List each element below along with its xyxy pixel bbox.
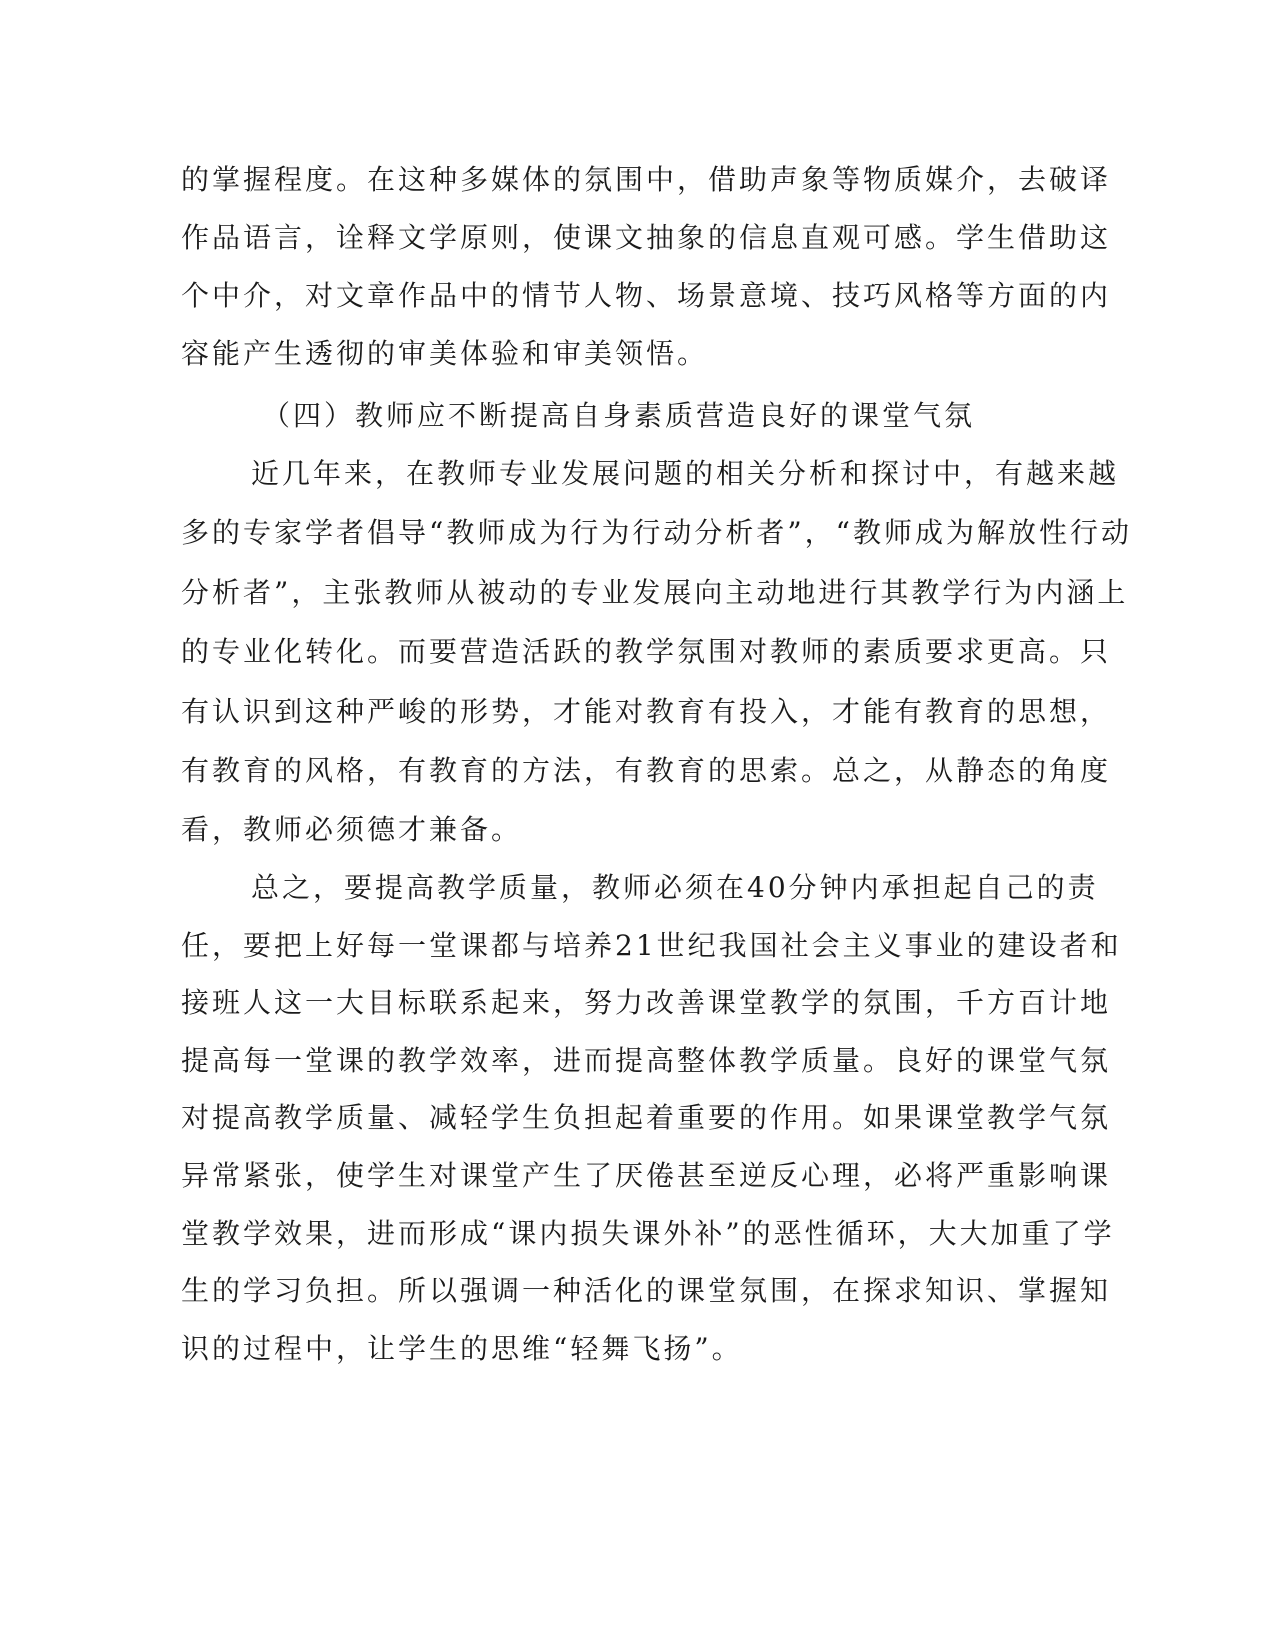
paragraph-2-line-6: 有教育的风格，有教育的方法，有教育的思索。总之，从静态的角度 (181, 754, 1112, 787)
paragraph-1-line-4: 容能产生透彻的审美体验和审美领悟。 (181, 337, 709, 370)
paragraph-1-line-3: 个中介，对文章作品中的情节人物、场景意境、技巧风格等方面的内 (181, 279, 1112, 312)
paragraph-3-line-4: 提高每一堂课的教学效率，进而提高整体教学质量。良好的课堂气氛 (181, 1044, 1112, 1077)
paragraph-3-line-8: 生的学习负担。所以强调一种活化的课堂氛围，在探求知识、掌握知 (181, 1274, 1112, 1307)
paragraph-2-line-2: 多的专家学者倡导“教师成为行为行动分析者”，“教师成为解放性行动 (181, 516, 1132, 549)
paragraph-2-line-5: 有认识到这种严峻的形势，才能对教育有投入，才能有教育的思想， (181, 695, 1112, 728)
paragraph-3-line-9: 识的过程中，让学生的思维“轻舞飞扬”。 (181, 1332, 743, 1365)
paragraph-3-line-5: 对提高教学质量、减轻学生负担起着重要的作用。如果课堂教学气氛 (181, 1101, 1112, 1134)
paragraph-1-line-1: 的掌握程度。在这种多媒体的氛围中，借助声象等物质媒介，去破译 (181, 163, 1112, 196)
paragraph-3-line-3: 接班人这一大目标联系起来，努力改善课堂教学的氛围，千方百计地 (181, 986, 1112, 1019)
paragraph-1-line-2: 作品语言，诠释文学原则，使课文抽象的信息直观可感。学生借助这 (181, 221, 1112, 254)
paragraph-2-line-7: 看，教师必须德才兼备。 (181, 813, 523, 846)
paragraph-3-line-6: 异常紧张，使学生对课堂产生了厌倦甚至逆反心理，必将严重影响课 (181, 1159, 1112, 1192)
paragraph-3-line-1: 总之，要提高教学质量，教师必须在40分钟内承担起自己的责 (251, 871, 1099, 904)
paragraph-2-line-1: 近几年来，在教师专业发展问题的相关分析和探讨中，有越来越 (251, 457, 1120, 490)
paragraph-2-line-3: 分析者”，主张教师从被动的专业发展向主动地进行其教学行为内涵上 (181, 576, 1129, 609)
paragraph-2-line-4: 的专业化转化。而要营造活跃的教学氛围对教师的素质要求更高。只 (181, 635, 1112, 668)
section-heading: （四）教师应不断提高自身素质营造良好的课堂气氛 (262, 399, 976, 432)
paragraph-3-line-7: 堂教学效果，进而形成“课内损失课外补”的恶性循环，大大加重了学 (181, 1217, 1115, 1250)
paragraph-3-line-2: 任，要把上好每一堂课都与培养21世纪我国社会主义事业的建设者和 (181, 929, 1122, 962)
